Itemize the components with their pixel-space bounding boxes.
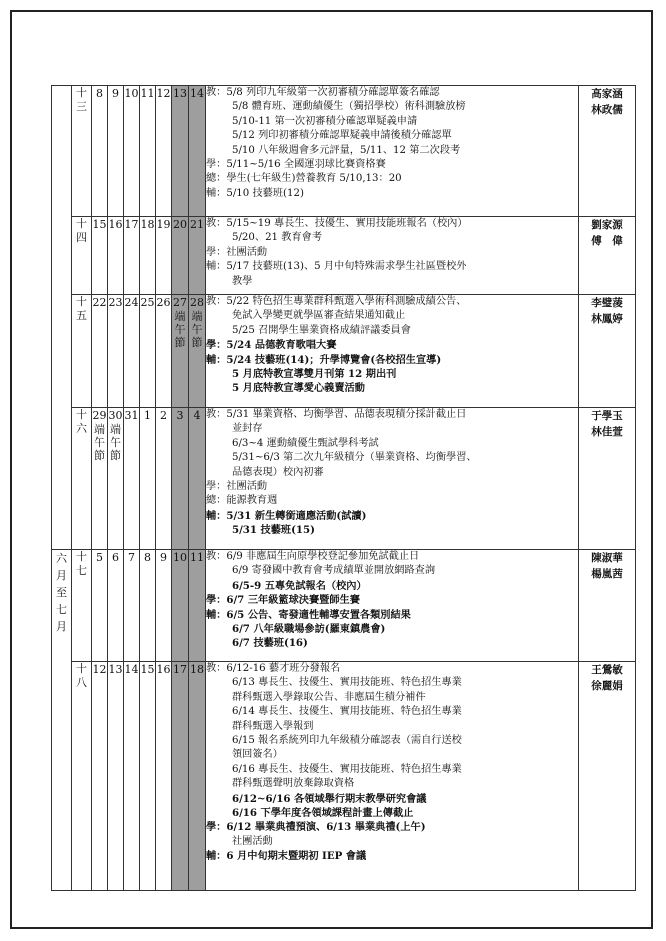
events-cell <box>206 295 579 408</box>
event-line: 教：6/12-16 藝才班分發報名 <box>206 663 341 674</box>
weekend-day-cell <box>172 550 189 662</box>
event-line: 品德表現）校內初審 <box>232 466 324 478</box>
event-line: 總：能源教育週 <box>206 495 278 507</box>
day-number: 26 <box>156 296 171 309</box>
holiday-char: 節 <box>94 449 105 462</box>
week-number-char: 三 <box>76 100 87 113</box>
holiday-char: 節 <box>191 336 203 349</box>
weekend-day-cell <box>189 408 206 550</box>
day-number: 15 <box>140 663 155 676</box>
event-line: 教：5/22 特色招生專業群科甄選入學術科測驗成績公告、 <box>206 296 467 307</box>
day-cell <box>156 86 172 217</box>
event-line: 社團活動 <box>232 835 273 847</box>
day-number: 5 <box>96 551 103 564</box>
day-cell <box>156 408 172 550</box>
event-line: 5 月底特教宣導雙月刊第 12 期出刊 <box>232 368 397 381</box>
day-cell <box>92 217 108 295</box>
month-label-char: 月 <box>56 569 67 582</box>
weekend-day-cell <box>172 662 189 891</box>
day-cell <box>156 217 172 295</box>
person-in-charge <box>579 217 636 295</box>
event-line: 並封存 <box>232 423 263 435</box>
day-cell <box>140 550 156 662</box>
day-cell <box>108 86 124 217</box>
week-number <box>72 295 92 408</box>
event-line: 5/31 技藝班(15) <box>232 524 315 537</box>
event-line: 學：5/11~5/16 全國運羽球比賽資格賽 <box>206 159 386 171</box>
day-number: 8 <box>96 87 103 100</box>
day-cell <box>124 217 140 295</box>
day-number: 27 <box>173 296 187 309</box>
event-line: 學：6/12 畢業典禮預演、6/13 畢業典禮(上午) <box>206 821 426 834</box>
week-number-char: 四 <box>76 231 87 244</box>
event-line: 學：5/24 品德教育歌唱大賽 <box>206 339 337 352</box>
event-line: 學：社團活動 <box>206 246 268 258</box>
week-number-char: 七 <box>76 564 87 577</box>
day-cell <box>140 217 156 295</box>
day-number: 13 <box>173 87 187 100</box>
day-cell <box>108 550 124 662</box>
event-line: 6/14 專長生、技優生、實用技能班、特色招生專業 <box>232 706 462 718</box>
event-line: 教：6/9 非應屆生向原學校登記參加免試截止日 <box>206 551 420 562</box>
event-line: 6/7 技藝班(16) <box>232 637 308 650</box>
day-cell <box>108 217 124 295</box>
event-line: 總：學生(七年級生)營養教育 5/10,13：20 <box>206 173 402 185</box>
event-line: 6/12~6/16 各領域舉行期末教學研究會議 <box>232 792 427 805</box>
day-number: 6 <box>112 551 119 564</box>
day-cell <box>124 550 140 662</box>
day-number: 1 <box>144 409 151 422</box>
week-number <box>72 662 92 891</box>
event-line: 輔：5/10 技藝班(12) <box>206 187 304 199</box>
day-number: 14 <box>190 87 204 100</box>
weekend-day-cell <box>189 295 206 408</box>
person-name: 于學玉 <box>591 410 623 422</box>
week-number <box>72 217 92 295</box>
person-name: 林鳳婷 <box>591 313 623 325</box>
month-label-char: 至 <box>56 586 67 599</box>
day-cell <box>140 662 156 891</box>
event-line: 5/8 體育班、運動績優生（獨招學校）術科測驗放榜 <box>232 101 466 113</box>
day-cell <box>124 86 140 217</box>
person-name: 徐麗娟 <box>591 680 623 692</box>
event-line: 5/12 列印初審積分確認單疑義申請後積分確認單 <box>232 130 452 142</box>
events-cell <box>206 86 579 217</box>
day-number: 31 <box>124 409 139 422</box>
day-cell <box>124 408 140 550</box>
event-line: 群科甄選入學錄取公告、非應屆生積分補件 <box>232 691 426 703</box>
day-number: 30 <box>108 409 123 422</box>
weekend-day-cell <box>172 295 189 408</box>
person-in-charge <box>579 86 636 217</box>
day-number: 11 <box>190 551 204 564</box>
event-line: 教：5/31 畢業資格、均衡學習、品德表現積分採計截止日 <box>206 409 467 420</box>
holiday-char: 午 <box>174 323 186 336</box>
person-in-charge <box>579 550 636 662</box>
event-line: 6/7 八年級職場參訪(羅東鎮農會) <box>232 623 386 636</box>
event-line: 教：5/8 列印九年級第一次初審積分確認單簽名確認 <box>206 87 440 98</box>
person-name: 李璧蓤 <box>591 297 623 309</box>
event-line: 6/15 報名系統列印九年級積分確認表（需自行送校 <box>232 735 462 747</box>
week-number <box>72 550 92 662</box>
month-cell-empty <box>52 86 72 550</box>
person-name: 陳淑華 <box>591 552 623 564</box>
day-number: 4 <box>193 409 201 422</box>
person-name: 林政儒 <box>591 104 623 116</box>
day-number: 25 <box>140 296 155 309</box>
month-label-char: 七 <box>56 603 67 616</box>
day-cell <box>92 295 108 408</box>
day-cell <box>108 295 124 408</box>
day-cell <box>140 86 156 217</box>
day-number: 15 <box>92 218 107 231</box>
event-line: 領回簽名） <box>232 749 283 761</box>
event-line: 5/10-11 第一次初審積分確認單疑義申請 <box>232 115 418 127</box>
day-cell <box>92 662 108 891</box>
person-name: 高家涵 <box>591 88 623 100</box>
weekend-day-cell <box>189 662 206 891</box>
person-name: 劉家源 <box>591 219 623 231</box>
person-name: 傅 偉 <box>591 235 623 247</box>
day-number: 23 <box>108 296 123 309</box>
week-row <box>52 662 636 891</box>
day-number: 10 <box>124 87 139 100</box>
week-number-char: 十 <box>76 408 87 421</box>
day-number: 10 <box>173 551 187 564</box>
person-in-charge <box>579 408 636 550</box>
events-cell <box>206 217 579 295</box>
event-line: 6/13 專長生、技優生、實用技能班、特色招生專業 <box>232 677 462 689</box>
person-in-charge <box>579 295 636 408</box>
week-number-char: 十 <box>76 86 87 99</box>
person-name: 楊嵐茜 <box>591 568 623 580</box>
person-name: 林佳萱 <box>591 426 623 438</box>
event-line: 5/20、21 教育會考 <box>232 232 323 244</box>
weekend-day-cell <box>172 217 189 295</box>
day-number: 9 <box>160 551 167 564</box>
event-line: 輔：6/5 公告、寄發適性輔導安置各類別結果 <box>206 608 411 621</box>
day-number: 20 <box>173 218 187 231</box>
day-cell <box>124 295 140 408</box>
weekend-day-cell <box>189 550 206 662</box>
day-number: 17 <box>173 663 187 676</box>
week-number-char: 八 <box>76 676 87 689</box>
day-number: 29 <box>92 409 107 422</box>
event-line: 輔：5/31 新生轉銜適應活動(試讀) <box>206 509 367 522</box>
day-cell <box>140 408 156 550</box>
day-cell <box>156 662 172 891</box>
day-number: 19 <box>156 218 171 231</box>
event-line: 6/3~4 運動績優生甄試學科考試 <box>232 437 379 449</box>
week-number-char: 六 <box>76 422 87 435</box>
day-cell <box>92 550 108 662</box>
events-cell <box>206 408 579 550</box>
holiday-char: 端 <box>94 423 105 436</box>
day-number: 28 <box>190 296 204 309</box>
day-number: 7 <box>128 551 135 564</box>
person-in-charge <box>579 662 636 891</box>
event-line: 輔：5/17 技藝班(13)、5 月中旬特殊需求學生社區暨校外 <box>206 261 467 273</box>
month-cell <box>52 550 72 891</box>
day-number: 24 <box>124 296 139 309</box>
day-number: 11 <box>140 87 155 100</box>
week-row <box>52 295 636 408</box>
event-line: 5/10 八年級週會多元評量，5/11、12 第二次段考 <box>232 144 461 156</box>
month-label-char: 月 <box>56 620 67 633</box>
day-cell <box>92 408 108 550</box>
event-line: 教學 <box>232 275 253 287</box>
day-number: 17 <box>124 218 139 231</box>
day-cell <box>124 662 140 891</box>
event-line: 5 月底特教宣導愛心義賣活動 <box>232 382 365 395</box>
holiday-char: 節 <box>174 336 186 349</box>
day-number: 13 <box>108 663 123 676</box>
events-cell <box>206 662 579 891</box>
week-number <box>72 408 92 550</box>
day-number: 16 <box>108 218 123 231</box>
day-number: 12 <box>92 663 107 676</box>
week-number-char: 十 <box>76 662 87 675</box>
day-number: 21 <box>190 218 204 231</box>
holiday-char: 端 <box>110 423 121 436</box>
event-line: 6/9 寄發國中教育會考成績單並開放網路查詢 <box>232 565 436 577</box>
event-line: 群科甄選入學報到 <box>232 720 314 732</box>
day-number: 22 <box>92 296 107 309</box>
event-line: 群科甄選聲明放棄錄取資格 <box>232 778 355 790</box>
week-number-char: 十 <box>76 550 87 563</box>
day-number: 8 <box>144 551 151 564</box>
day-number: 9 <box>112 87 119 100</box>
holiday-char: 午 <box>94 436 105 449</box>
event-line: 學：社團活動 <box>206 481 268 493</box>
weekend-day-cell <box>189 86 206 217</box>
event-line: 輔：6 月中旬期末暨期初 IEP 會議 <box>206 850 367 863</box>
week-row <box>52 217 636 295</box>
day-cell <box>156 550 172 662</box>
holiday-char: 節 <box>110 449 121 462</box>
day-cell <box>108 408 124 550</box>
week-number-char: 十 <box>76 295 87 308</box>
week-number-char: 十 <box>76 217 87 230</box>
month-label-char: 六 <box>56 552 67 565</box>
events-cell <box>206 550 579 662</box>
event-line: 輔：5/24 技藝班(14)；升學博覽會(各校招生宣導) <box>206 353 442 366</box>
event-line: 免試入學變更就學區審查結果通知截止 <box>232 310 406 322</box>
day-cell <box>156 295 172 408</box>
school-calendar-table <box>51 85 636 891</box>
week-row <box>52 86 636 217</box>
day-cell <box>108 662 124 891</box>
day-number: 3 <box>176 409 184 422</box>
day-number: 18 <box>190 663 204 676</box>
day-number: 16 <box>156 663 171 676</box>
event-line: 5/25 召開學生畢業資格成績評議委員會 <box>232 324 411 336</box>
event-line: 教：5/15~19 專長生、技優生、實用技能班報名（校內） <box>206 218 468 229</box>
week-row <box>52 408 636 550</box>
week-row <box>52 550 636 662</box>
holiday-char: 午 <box>191 323 203 336</box>
day-number: 14 <box>124 663 139 676</box>
week-number <box>72 86 92 217</box>
holiday-char: 端 <box>191 310 203 323</box>
day-number: 12 <box>156 87 171 100</box>
person-name: 王鶯敏 <box>591 664 623 676</box>
holiday-char: 端 <box>174 310 186 323</box>
day-cell <box>92 86 108 217</box>
event-line: 6/5-9 五專免試報名（校內） <box>232 579 367 592</box>
event-line: 6/16 下學年度各領域課程計畫上傳截止 <box>232 807 414 820</box>
event-line: 6/16 專長生、技優生、實用技能班、特色招生專業 <box>232 763 462 775</box>
event-line: 5/31~6/3 第二次九年級積分（畢業資格、均衡學習、 <box>232 452 477 464</box>
day-number: 2 <box>160 409 167 422</box>
event-line: 學：6/7 三年級籃球決賽暨師生賽 <box>206 594 360 607</box>
weekend-day-cell <box>172 86 189 217</box>
week-number-char: 五 <box>76 309 87 322</box>
weekend-day-cell <box>189 217 206 295</box>
holiday-char: 午 <box>110 436 121 449</box>
weekend-day-cell <box>172 408 189 550</box>
day-cell <box>140 295 156 408</box>
day-number: 18 <box>140 218 155 231</box>
